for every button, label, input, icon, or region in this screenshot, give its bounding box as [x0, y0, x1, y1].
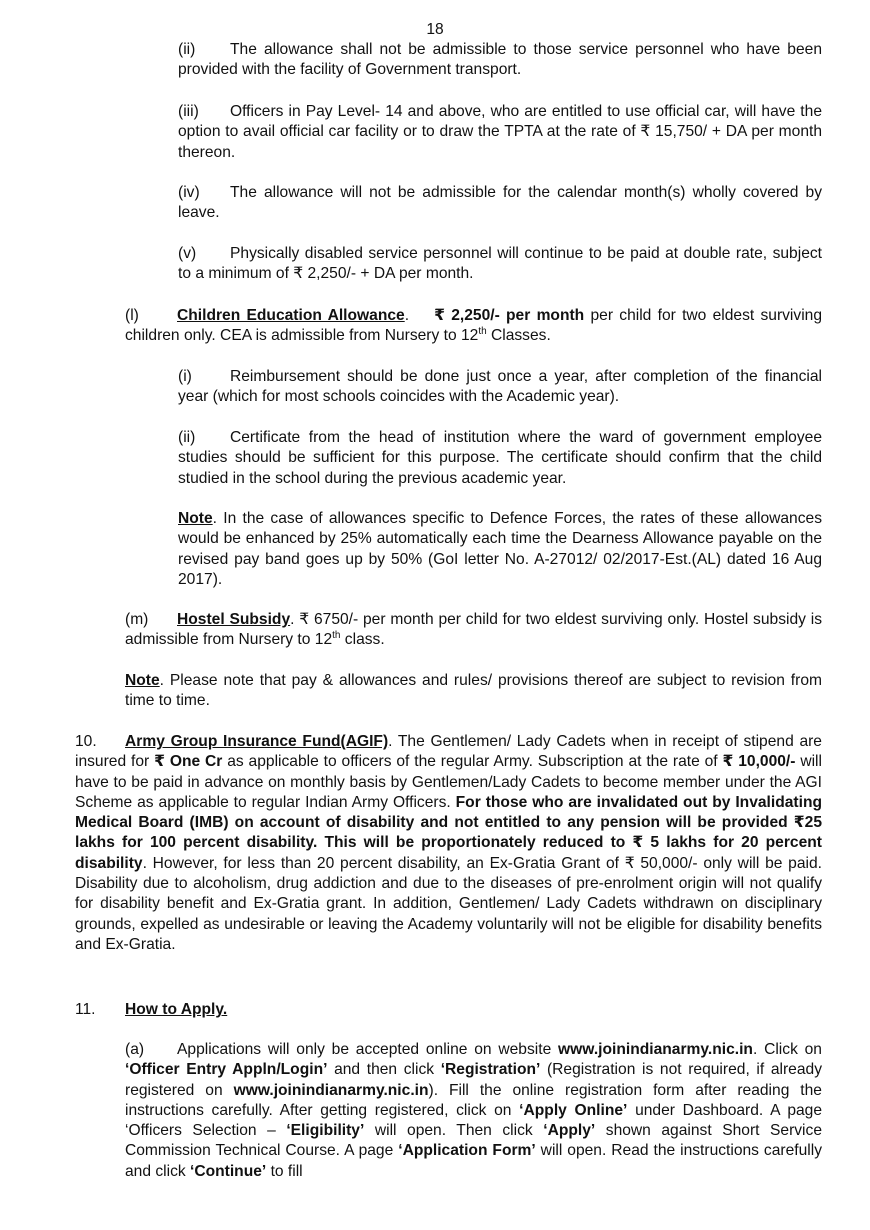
apply-paragraph-a: [125, 1040, 822, 1182]
apply-text: will open. Then click: [364, 1122, 544, 1140]
cea-sub-i: [178, 367, 822, 408]
hostel-text: . ₹ 6750/- per month per child for two eldest surviving only. Hostel subsidy is admissible from Nursery to 12: [125, 611, 822, 649]
apply-heading: [75, 1000, 822, 1020]
item-text: Reimbursement should be done just once a year, after completion of the financial year (which for most schools coincides with the Academic year).: [178, 368, 822, 406]
agif-bold: ₹ One Cr: [154, 753, 223, 771]
agif-title: Army Group Insurance Fund(AGIF): [125, 733, 389, 750]
apply-bold: ‘Apply Online’: [519, 1101, 628, 1119]
item-label: (iii): [178, 103, 199, 120]
apply-text: under Dashboard. A page ‘Officers Selection –: [125, 1101, 823, 1140]
item-label: (iv): [178, 184, 200, 201]
hostel-paragraph: [125, 610, 822, 651]
apply-bold: ‘Eligibility’: [286, 1122, 365, 1140]
item-text: Officers in Pay Level- 14 and above, who are entitled to use official car, will have the option to avail official car facility or to draw the TPTA at the rate of ₹ 15,750/ + DA per month thereon.: [178, 103, 822, 161]
superscript: th: [478, 326, 487, 338]
apply-text: (Registration is not required, if already registered on: [125, 1061, 822, 1099]
agif-text: will have to be paid in advance on monthly basis by Gentlemen/Lady Cadets to become member under the AGI Scheme as applicable to regular Indian Army Officers.: [75, 753, 822, 811]
website-link[interactable]: www.joinindianarmy.nic.in: [558, 1041, 753, 1058]
agif-text: . However, for less than 20 percent disability, an Ex-Gratia Grant of ₹ 50,000/- only will be paid. Disability due to alcoholism, drug addiction and due to the diseases of pre-enrolment origin will not qualify for disability benefit and Ex-Gratia grant. In addition, Gentlemen/ Lady Cadets withdrawn on disciplinary grounds, expelled as undesirable or leaving the Academy voluntarily will not be eligible for disability benefits and Ex-Gratia.: [75, 854, 822, 953]
item-label: (ii): [178, 41, 196, 58]
apply-bold: ‘Application Form’: [398, 1142, 536, 1160]
page-number: 18: [426, 21, 444, 38]
cea-text: per child for two eldest surviving children only. CEA is admissible from Nursery to 12: [125, 307, 823, 345]
note-label: Note: [125, 672, 160, 689]
note-text: . In the case of allowances specific to Defence Forces, the rates of these allowances would be enhanced by 25% automatically each time the Dearness Allowance payable on the revised pay band goes up by 50% (GoI letter No. A-27012/ 02/2017-Est.(AL) dated 16 Aug 2017).: [178, 510, 822, 588]
item-text: The allowance will not be admissible for the calendar month(s) wholly covered by leave.: [178, 184, 822, 222]
general-note: [125, 671, 822, 712]
apply-text: shown against Short Service Commission Technical Course. A page: [125, 1122, 822, 1160]
note-label: Note: [178, 510, 213, 527]
cea-text-end: Classes.: [486, 327, 551, 345]
item-label: (a): [125, 1041, 145, 1058]
item-label: (ii): [178, 429, 196, 446]
superscript: th: [332, 630, 341, 642]
cea-sub-ii: [178, 428, 822, 489]
apply-bold: ‘Officer Entry Appln/Login’: [125, 1061, 328, 1079]
cea-note: [178, 509, 822, 590]
item-label: (m): [125, 611, 149, 628]
agif-section: [75, 732, 822, 955]
apply-title: How to Apply.: [125, 1001, 228, 1018]
tpta-condition-ii: [178, 40, 822, 81]
cea-amount: ₹ 2,250/- per month: [434, 307, 585, 324]
section-number: 11.: [75, 1001, 96, 1018]
agif-text: as applicable to officers of the regular Army. Subscription at the rate of: [222, 753, 723, 771]
cea-paragraph: (l) Children Education Allowance. ₹ 2,250/- per month per child for two eldest surviving children only. CEA is admissible from Nursery to 12th Classes.: [125, 307, 823, 345]
apply-text: ). Fill the online registration form after reading the instructions carefully. After getting registered, click on: [125, 1081, 822, 1119]
hostel-title: Hostel Subsidy: [177, 611, 291, 628]
item-text: Physically disabled service personnel will continue to be paid at double rate, subject to a minimum of ₹ 2,250/- + DA per month.: [178, 245, 822, 283]
agif-text: . The Gentlemen/ Lady Cadets when in receipt of stipend are insured for: [75, 733, 822, 771]
apply-text: and then click: [327, 1061, 441, 1079]
tpta-condition-iv: [178, 183, 822, 224]
item-text: The allowance shall not be admissible to those service personnel who have been provided with the facility of Government transport.: [178, 41, 822, 79]
website-link[interactable]: www.joinindianarmy.nic.in: [233, 1081, 429, 1099]
tpta-condition-v: [178, 244, 822, 285]
tpta-condition-iii: [178, 102, 822, 163]
agif-bold: ₹ 10,000/-: [722, 753, 796, 771]
item-label: (v): [178, 245, 197, 262]
section-number: 10.: [75, 733, 97, 750]
agif-bold: For those who are invalidated out by Invalidating Medical Board (IMB) on account of disability and not entitled to any pension will be provided ₹25 lakhs for 100 percent disability. This will be proportionately reduced to ₹ 5 lakhs for 20 percent disability: [75, 793, 822, 872]
apply-bold: ‘Registration’: [440, 1061, 541, 1079]
cea-title: Children Education Allowance: [177, 307, 405, 324]
apply-text: Applications will only be accepted online on website: [177, 1041, 559, 1058]
hostel-text-end: class.: [340, 631, 385, 649]
item-label: (i): [178, 368, 192, 385]
item-label: (l): [125, 307, 139, 324]
item-text: Certificate from the head of institution where the ward of government employee studies should be sufficient for this purpose. The certificate should confirm that the child studied in the school during the previous academic year.: [178, 429, 822, 487]
apply-bold: ‘Continue’: [190, 1162, 267, 1180]
apply-text: to fill: [266, 1162, 303, 1180]
note-text: . Please note that pay & allowances and rules/ provisions thereof are subject to revision from time to time.: [125, 672, 822, 710]
apply-text: will open. Read the instructions carefully and click: [125, 1142, 822, 1180]
apply-bold: ‘Apply’: [543, 1122, 596, 1140]
apply-text: . Click on: [752, 1041, 822, 1058]
